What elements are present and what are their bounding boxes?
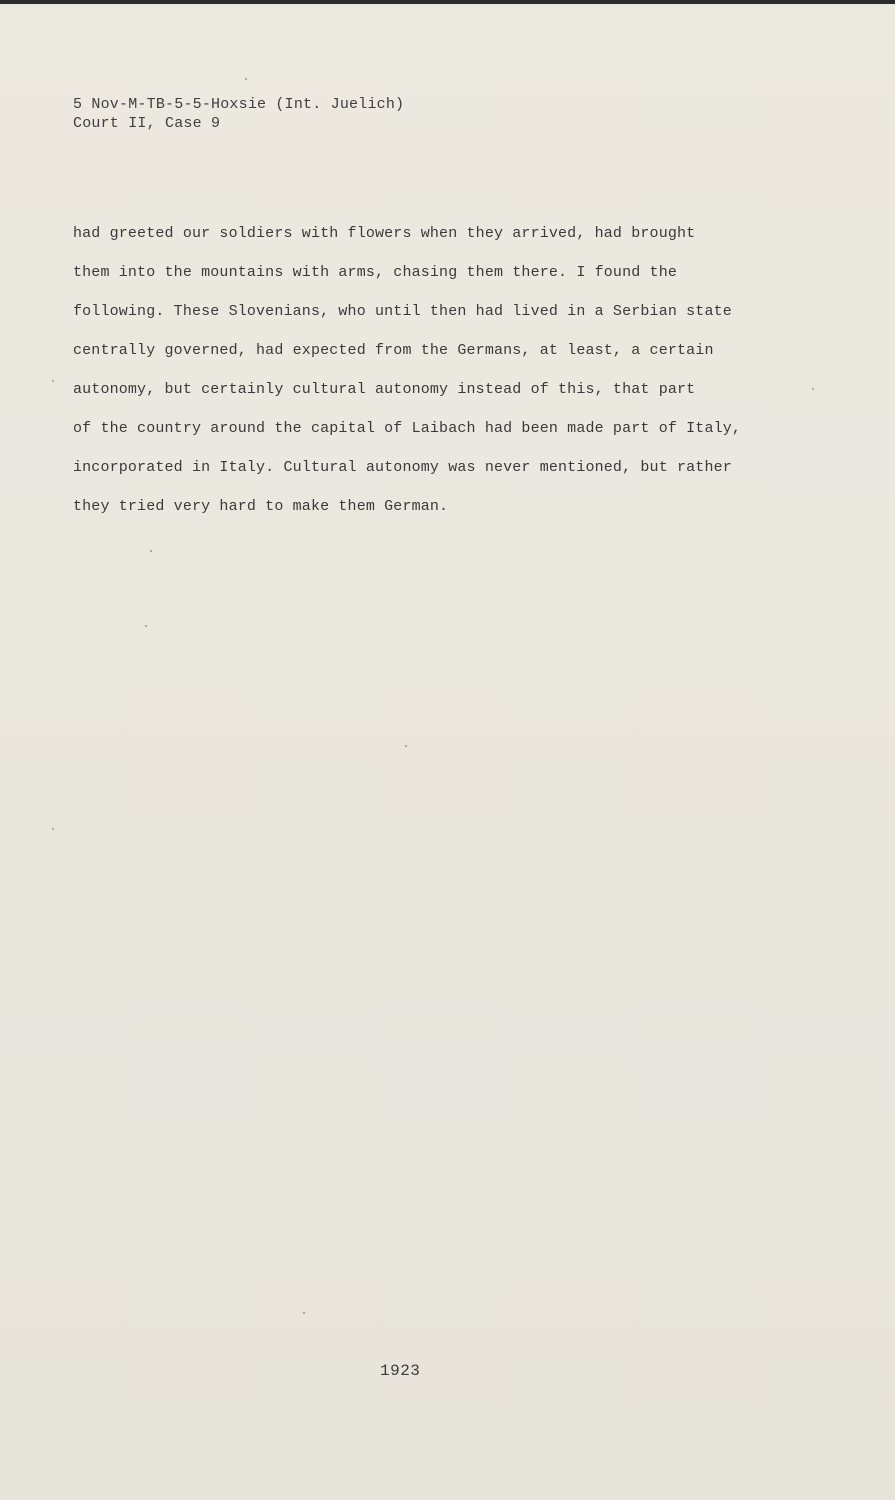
page-number: 1923 [380, 1362, 421, 1380]
paper-speck [150, 550, 152, 552]
body-line: of the country around the capital of Laibach had been made part of Italy, [73, 420, 742, 437]
paper-speck [145, 625, 147, 627]
paper-speck [405, 745, 407, 747]
body-line: them into the mountains with arms, chasing them there. I found the [73, 264, 677, 281]
transcript-body [73, 214, 833, 526]
scan-top-edge [0, 0, 895, 4]
paper-speck [812, 388, 814, 390]
body-line: following. These Slovenians, who until then had lived in a Serbian state [73, 303, 732, 320]
document-header [73, 95, 404, 133]
paper-speck [245, 78, 247, 80]
header-line-1: 5 Nov-M-TB-5-5-Hoxsie (Int. Juelich) [73, 96, 405, 113]
paper-speck [52, 828, 54, 830]
body-line: incorporated in Italy. Cultural autonomy was never mentioned, but rather [73, 459, 732, 476]
header-line-2: Court II, Case 9 [73, 115, 221, 132]
paper-speck [303, 1312, 305, 1314]
body-line: they tried very hard to make them German. [73, 498, 449, 515]
body-line: autonomy, but certainly cultural autonomy instead of this, that part [73, 381, 696, 398]
paper-speck [52, 380, 54, 382]
body-line: centrally governed, had expected from the Germans, at least, a certain [73, 342, 714, 359]
body-line: had greeted our soldiers with flowers when they arrived, had brought [73, 225, 696, 242]
